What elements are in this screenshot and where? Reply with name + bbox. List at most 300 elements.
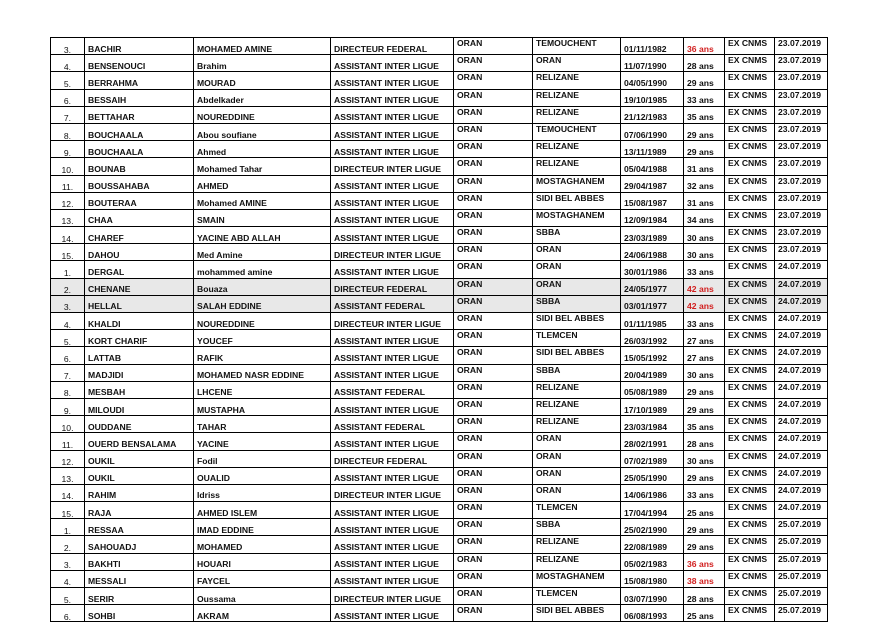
- function-cell: ASSISTANT INTER LIGUE: [331, 398, 454, 415]
- row-number: 9.: [51, 141, 85, 158]
- first-name-cell: Med Amine: [194, 244, 331, 261]
- exam-date-cell: 25.07.2019: [775, 553, 828, 570]
- table-row: [51, 553, 828, 570]
- row-number: 3.: [51, 38, 85, 55]
- status-cell: EX CNMS: [725, 72, 775, 89]
- function-cell: ASSISTANT INTER LIGUE: [331, 192, 454, 209]
- birth-date-cell: 23/03/1989: [621, 227, 684, 244]
- table-row: [51, 605, 828, 622]
- first-name-cell: Mohamed Tahar: [194, 158, 331, 175]
- document-sheet: [50, 37, 828, 622]
- function-cell: DIRECTEUR INTER LIGUE: [331, 158, 454, 175]
- function-cell: DIRECTEUR INTER LIGUE: [331, 313, 454, 330]
- last-name-cell: DAHOU: [85, 244, 194, 261]
- wilaya-cell: SIDI BEL ABBES: [533, 347, 621, 364]
- exam-date-cell: 24.07.2019: [775, 364, 828, 381]
- league-cell: ORAN: [454, 55, 533, 72]
- first-name-cell: Ahmed: [194, 141, 331, 158]
- function-cell: ASSISTANT INTER LIGUE: [331, 55, 454, 72]
- last-name-cell: CHAA: [85, 209, 194, 226]
- last-name-cell: OUKIL: [85, 467, 194, 484]
- last-name-cell: MESSALI: [85, 570, 194, 587]
- birth-date-cell: 07/02/1989: [621, 450, 684, 467]
- league-cell: ORAN: [454, 72, 533, 89]
- age-cell: 29 ans: [684, 72, 725, 89]
- exam-date-cell: 23.07.2019: [775, 123, 828, 140]
- league-cell: ORAN: [454, 278, 533, 295]
- status-cell: EX CNMS: [725, 433, 775, 450]
- status-cell: EX CNMS: [725, 381, 775, 398]
- age-cell: 33 ans: [684, 89, 725, 106]
- wilaya-cell: SIDI BEL ABBES: [533, 192, 621, 209]
- wilaya-cell: RELIZANE: [533, 158, 621, 175]
- function-cell: ASSISTANT INTER LIGUE: [331, 605, 454, 622]
- wilaya-cell: RELIZANE: [533, 536, 621, 553]
- league-cell: ORAN: [454, 467, 533, 484]
- last-name-cell: BOUTERAA: [85, 192, 194, 209]
- function-cell: ASSISTANT INTER LIGUE: [331, 261, 454, 278]
- first-name-cell: MOURAD: [194, 72, 331, 89]
- row-number: 8.: [51, 381, 85, 398]
- last-name-cell: BESSAIH: [85, 89, 194, 106]
- age-cell: 29 ans: [684, 536, 725, 553]
- status-cell: EX CNMS: [725, 313, 775, 330]
- last-name-cell: RAHIM: [85, 484, 194, 501]
- exam-date-cell: 23.07.2019: [775, 89, 828, 106]
- first-name-cell: AKRAM: [194, 605, 331, 622]
- wilaya-cell: SBBA: [533, 364, 621, 381]
- age-cell: 25 ans: [684, 502, 725, 519]
- league-cell: ORAN: [454, 106, 533, 123]
- wilaya-cell: RELIZANE: [533, 398, 621, 415]
- birth-date-cell: 03/01/1977: [621, 295, 684, 312]
- first-name-cell: Mohamed AMINE: [194, 192, 331, 209]
- birth-date-cell: 22/08/1989: [621, 536, 684, 553]
- status-cell: EX CNMS: [725, 278, 775, 295]
- row-number: 12.: [51, 192, 85, 209]
- status-cell: EX CNMS: [725, 364, 775, 381]
- function-cell: ASSISTANT INTER LIGUE: [331, 330, 454, 347]
- function-cell: DIRECTEUR INTER LIGUE: [331, 244, 454, 261]
- wilaya-cell: MOSTAGHANEM: [533, 209, 621, 226]
- birth-date-cell: 25/05/1990: [621, 467, 684, 484]
- last-name-cell: BOUNAB: [85, 158, 194, 175]
- table-row: [51, 570, 828, 587]
- exam-date-cell: 25.07.2019: [775, 536, 828, 553]
- first-name-cell: Idriss: [194, 484, 331, 501]
- status-cell: EX CNMS: [725, 570, 775, 587]
- function-cell: ASSISTANT FEDERAL: [331, 295, 454, 312]
- exam-date-cell: 25.07.2019: [775, 605, 828, 622]
- first-name-cell: MUSTAPHA: [194, 398, 331, 415]
- last-name-cell: MADJIDI: [85, 364, 194, 381]
- wilaya-cell: TLEMCEN: [533, 330, 621, 347]
- status-cell: EX CNMS: [725, 519, 775, 536]
- age-cell: 31 ans: [684, 192, 725, 209]
- status-cell: EX CNMS: [725, 553, 775, 570]
- birth-date-cell: 07/06/1990: [621, 123, 684, 140]
- wilaya-cell: ORAN: [533, 261, 621, 278]
- status-cell: EX CNMS: [725, 398, 775, 415]
- league-cell: ORAN: [454, 502, 533, 519]
- league-cell: ORAN: [454, 192, 533, 209]
- age-cell: 28 ans: [684, 55, 725, 72]
- league-cell: ORAN: [454, 209, 533, 226]
- table-row: [51, 123, 828, 140]
- table-row: [51, 38, 828, 55]
- wilaya-cell: RELIZANE: [533, 141, 621, 158]
- last-name-cell: SOHBI: [85, 605, 194, 622]
- birth-date-cell: 11/07/1990: [621, 55, 684, 72]
- age-cell: 25 ans: [684, 605, 725, 622]
- wilaya-cell: TEMOUCHENT: [533, 38, 621, 55]
- age-cell: 31 ans: [684, 158, 725, 175]
- league-cell: ORAN: [454, 588, 533, 605]
- function-cell: ASSISTANT INTER LIGUE: [331, 106, 454, 123]
- last-name-cell: LATTAB: [85, 347, 194, 364]
- birth-date-cell: 15/08/1987: [621, 192, 684, 209]
- exam-date-cell: 24.07.2019: [775, 484, 828, 501]
- age-cell: 29 ans: [684, 398, 725, 415]
- table-row: [51, 484, 828, 501]
- wilaya-cell: SBBA: [533, 519, 621, 536]
- wilaya-cell: ORAN: [533, 55, 621, 72]
- last-name-cell: CHAREF: [85, 227, 194, 244]
- exam-date-cell: 23.07.2019: [775, 106, 828, 123]
- status-cell: EX CNMS: [725, 192, 775, 209]
- wilaya-cell: RELIZANE: [533, 553, 621, 570]
- league-cell: ORAN: [454, 381, 533, 398]
- birth-date-cell: 04/05/1990: [621, 72, 684, 89]
- row-number: 10.: [51, 416, 85, 433]
- function-cell: DIRECTEUR FEDERAL: [331, 450, 454, 467]
- first-name-cell: Bouaza: [194, 278, 331, 295]
- last-name-cell: OUERD BENSALAMA: [85, 433, 194, 450]
- age-cell: 32 ans: [684, 175, 725, 192]
- last-name-cell: BETTAHAR: [85, 106, 194, 123]
- wilaya-cell: RELIZANE: [533, 381, 621, 398]
- exam-date-cell: 23.07.2019: [775, 158, 828, 175]
- table-row: [51, 364, 828, 381]
- function-cell: DIRECTEUR FEDERAL: [331, 38, 454, 55]
- function-cell: ASSISTANT INTER LIGUE: [331, 467, 454, 484]
- wilaya-cell: ORAN: [533, 450, 621, 467]
- league-cell: ORAN: [454, 313, 533, 330]
- function-cell: ASSISTANT INTER LIGUE: [331, 123, 454, 140]
- function-cell: ASSISTANT INTER LIGUE: [331, 141, 454, 158]
- birth-date-cell: 03/07/1990: [621, 588, 684, 605]
- row-number: 11.: [51, 175, 85, 192]
- league-cell: ORAN: [454, 519, 533, 536]
- exam-date-cell: 24.07.2019: [775, 381, 828, 398]
- status-cell: EX CNMS: [725, 106, 775, 123]
- age-cell: 36 ans: [684, 553, 725, 570]
- wilaya-cell: ORAN: [533, 467, 621, 484]
- last-name-cell: KHALDI: [85, 313, 194, 330]
- first-name-cell: LHCENE: [194, 381, 331, 398]
- row-number: 3.: [51, 295, 85, 312]
- last-name-cell: OUDDANE: [85, 416, 194, 433]
- row-number: 5.: [51, 588, 85, 605]
- table-row: [51, 588, 828, 605]
- row-number: 4.: [51, 570, 85, 587]
- function-cell: ASSISTANT INTER LIGUE: [331, 209, 454, 226]
- wilaya-cell: SIDI BEL ABBES: [533, 605, 621, 622]
- first-name-cell: MOHAMED: [194, 536, 331, 553]
- row-number: 1.: [51, 519, 85, 536]
- birth-date-cell: 19/10/1985: [621, 89, 684, 106]
- wilaya-cell: RELIZANE: [533, 72, 621, 89]
- table-row: [51, 536, 828, 553]
- wilaya-cell: ORAN: [533, 484, 621, 501]
- age-cell: 38 ans: [684, 570, 725, 587]
- age-cell: 30 ans: [684, 364, 725, 381]
- league-cell: ORAN: [454, 89, 533, 106]
- last-name-cell: OUKIL: [85, 450, 194, 467]
- birth-date-cell: 26/03/1992: [621, 330, 684, 347]
- league-cell: ORAN: [454, 175, 533, 192]
- first-name-cell: IMAD EDDINE: [194, 519, 331, 536]
- age-cell: 29 ans: [684, 519, 725, 536]
- status-cell: EX CNMS: [725, 261, 775, 278]
- age-cell: 42 ans: [684, 295, 725, 312]
- row-number: 13.: [51, 467, 85, 484]
- first-name-cell: HOUARI: [194, 553, 331, 570]
- league-cell: ORAN: [454, 244, 533, 261]
- table-row: [51, 467, 828, 484]
- status-cell: EX CNMS: [725, 227, 775, 244]
- row-number: 2.: [51, 278, 85, 295]
- table-row: [51, 55, 828, 72]
- last-name-cell: RAJA: [85, 502, 194, 519]
- status-cell: EX CNMS: [725, 536, 775, 553]
- wilaya-cell: SBBA: [533, 295, 621, 312]
- table-row: [51, 141, 828, 158]
- birth-date-cell: 05/04/1988: [621, 158, 684, 175]
- table-row: [51, 450, 828, 467]
- table-row: [51, 313, 828, 330]
- exam-date-cell: 24.07.2019: [775, 433, 828, 450]
- row-number: 9.: [51, 398, 85, 415]
- status-cell: EX CNMS: [725, 38, 775, 55]
- last-name-cell: HELLAL: [85, 295, 194, 312]
- birth-date-cell: 23/03/1984: [621, 416, 684, 433]
- first-name-cell: Brahim: [194, 55, 331, 72]
- table-row: [51, 89, 828, 106]
- exam-date-cell: 23.07.2019: [775, 227, 828, 244]
- function-cell: ASSISTANT INTER LIGUE: [331, 227, 454, 244]
- row-number: 6.: [51, 89, 85, 106]
- birth-date-cell: 17/04/1994: [621, 502, 684, 519]
- function-cell: ASSISTANT FEDERAL: [331, 381, 454, 398]
- table-row: [51, 519, 828, 536]
- first-name-cell: AHMED: [194, 175, 331, 192]
- status-cell: EX CNMS: [725, 330, 775, 347]
- wilaya-cell: MOSTAGHANEM: [533, 570, 621, 587]
- function-cell: ASSISTANT INTER LIGUE: [331, 553, 454, 570]
- age-cell: 30 ans: [684, 450, 725, 467]
- status-cell: EX CNMS: [725, 484, 775, 501]
- last-name-cell: BAKHTI: [85, 553, 194, 570]
- age-cell: 27 ans: [684, 330, 725, 347]
- last-name-cell: BOUSSAHABA: [85, 175, 194, 192]
- birth-date-cell: 15/05/1992: [621, 347, 684, 364]
- status-cell: EX CNMS: [725, 605, 775, 622]
- exam-date-cell: 25.07.2019: [775, 570, 828, 587]
- last-name-cell: RESSAA: [85, 519, 194, 536]
- row-number: 15.: [51, 244, 85, 261]
- row-number: 6.: [51, 605, 85, 622]
- function-cell: ASSISTANT INTER LIGUE: [331, 89, 454, 106]
- status-cell: EX CNMS: [725, 467, 775, 484]
- league-cell: ORAN: [454, 141, 533, 158]
- function-cell: ASSISTANT INTER LIGUE: [331, 347, 454, 364]
- league-cell: ORAN: [454, 484, 533, 501]
- exam-date-cell: 23.07.2019: [775, 209, 828, 226]
- table-row: [51, 261, 828, 278]
- age-cell: 29 ans: [684, 123, 725, 140]
- status-cell: EX CNMS: [725, 450, 775, 467]
- last-name-cell: MILOUDI: [85, 398, 194, 415]
- age-cell: 35 ans: [684, 106, 725, 123]
- function-cell: ASSISTANT INTER LIGUE: [331, 175, 454, 192]
- first-name-cell: Fodil: [194, 450, 331, 467]
- age-cell: 29 ans: [684, 381, 725, 398]
- row-number: 2.: [51, 536, 85, 553]
- last-name-cell: DERGAL: [85, 261, 194, 278]
- row-number: 13.: [51, 209, 85, 226]
- first-name-cell: MOHAMED NASR EDDINE: [194, 364, 331, 381]
- exam-date-cell: 24.07.2019: [775, 330, 828, 347]
- status-cell: EX CNMS: [725, 295, 775, 312]
- exam-date-cell: 24.07.2019: [775, 347, 828, 364]
- row-number: 8.: [51, 123, 85, 140]
- table-row: [51, 330, 828, 347]
- exam-date-cell: 23.07.2019: [775, 175, 828, 192]
- exam-date-cell: 25.07.2019: [775, 519, 828, 536]
- league-cell: ORAN: [454, 38, 533, 55]
- league-cell: ORAN: [454, 536, 533, 553]
- row-number: 1.: [51, 261, 85, 278]
- first-name-cell: Abdelkader: [194, 89, 331, 106]
- row-number: 15.: [51, 502, 85, 519]
- birth-date-cell: 25/02/1990: [621, 519, 684, 536]
- league-cell: ORAN: [454, 398, 533, 415]
- age-cell: 33 ans: [684, 484, 725, 501]
- first-name-cell: OUALID: [194, 467, 331, 484]
- birth-date-cell: 05/08/1989: [621, 381, 684, 398]
- age-cell: 30 ans: [684, 244, 725, 261]
- exam-date-cell: 24.07.2019: [775, 467, 828, 484]
- function-cell: ASSISTANT FEDERAL: [331, 416, 454, 433]
- exam-date-cell: 23.07.2019: [775, 72, 828, 89]
- league-cell: ORAN: [454, 416, 533, 433]
- birth-date-cell: 21/12/1983: [621, 106, 684, 123]
- wilaya-cell: SIDI BEL ABBES: [533, 313, 621, 330]
- last-name-cell: BACHIR: [85, 38, 194, 55]
- birth-date-cell: 17/10/1989: [621, 398, 684, 415]
- status-cell: EX CNMS: [725, 158, 775, 175]
- referees-table: [50, 37, 828, 622]
- status-cell: EX CNMS: [725, 416, 775, 433]
- first-name-cell: FAYCEL: [194, 570, 331, 587]
- exam-date-cell: 24.07.2019: [775, 398, 828, 415]
- wilaya-cell: MOSTAGHANEM: [533, 175, 621, 192]
- row-number: 11.: [51, 433, 85, 450]
- status-cell: EX CNMS: [725, 347, 775, 364]
- wilaya-cell: ORAN: [533, 278, 621, 295]
- status-cell: EX CNMS: [725, 502, 775, 519]
- last-name-cell: BENSENOUCI: [85, 55, 194, 72]
- age-cell: 27 ans: [684, 347, 725, 364]
- last-name-cell: BOUCHAALA: [85, 141, 194, 158]
- first-name-cell: NOUREDDINE: [194, 106, 331, 123]
- table-row: [51, 106, 828, 123]
- exam-date-cell: 24.07.2019: [775, 295, 828, 312]
- first-name-cell: MOHAMED AMINE: [194, 38, 331, 55]
- table-row: [51, 502, 828, 519]
- exam-date-cell: 24.07.2019: [775, 450, 828, 467]
- wilaya-cell: RELIZANE: [533, 416, 621, 433]
- row-number: 5.: [51, 72, 85, 89]
- table-row: [51, 433, 828, 450]
- table-row: [51, 347, 828, 364]
- function-cell: ASSISTANT INTER LIGUE: [331, 536, 454, 553]
- league-cell: ORAN: [454, 261, 533, 278]
- league-cell: ORAN: [454, 123, 533, 140]
- last-name-cell: CHENANE: [85, 278, 194, 295]
- birth-date-cell: 01/11/1985: [621, 313, 684, 330]
- table-row: [51, 227, 828, 244]
- exam-date-cell: 23.07.2019: [775, 244, 828, 261]
- last-name-cell: KORT CHARIF: [85, 330, 194, 347]
- row-number: 4.: [51, 313, 85, 330]
- exam-date-cell: 24.07.2019: [775, 313, 828, 330]
- birth-date-cell: 06/08/1993: [621, 605, 684, 622]
- last-name-cell: BERRAHMA: [85, 72, 194, 89]
- age-cell: 34 ans: [684, 209, 725, 226]
- exam-date-cell: 23.07.2019: [775, 55, 828, 72]
- first-name-cell: mohammed amine: [194, 261, 331, 278]
- birth-date-cell: 15/08/1980: [621, 570, 684, 587]
- status-cell: EX CNMS: [725, 175, 775, 192]
- row-number: 12.: [51, 450, 85, 467]
- table-row: [51, 398, 828, 415]
- table-row: [51, 295, 828, 312]
- function-cell: ASSISTANT INTER LIGUE: [331, 570, 454, 587]
- birth-date-cell: 24/06/1988: [621, 244, 684, 261]
- exam-date-cell: 24.07.2019: [775, 278, 828, 295]
- row-number: 5.: [51, 330, 85, 347]
- age-cell: 29 ans: [684, 467, 725, 484]
- birth-date-cell: 29/04/1987: [621, 175, 684, 192]
- first-name-cell: Abou soufiane: [194, 123, 331, 140]
- status-cell: EX CNMS: [725, 55, 775, 72]
- first-name-cell: SMAIN: [194, 209, 331, 226]
- league-cell: ORAN: [454, 364, 533, 381]
- function-cell: DIRECTEUR INTER LIGUE: [331, 484, 454, 501]
- row-number: 14.: [51, 227, 85, 244]
- last-name-cell: SERIR: [85, 588, 194, 605]
- table-row: [51, 244, 828, 261]
- function-cell: ASSISTANT INTER LIGUE: [331, 364, 454, 381]
- league-cell: ORAN: [454, 433, 533, 450]
- status-cell: EX CNMS: [725, 209, 775, 226]
- league-cell: ORAN: [454, 295, 533, 312]
- table-row: [51, 175, 828, 192]
- wilaya-cell: RELIZANE: [533, 89, 621, 106]
- table-row: [51, 416, 828, 433]
